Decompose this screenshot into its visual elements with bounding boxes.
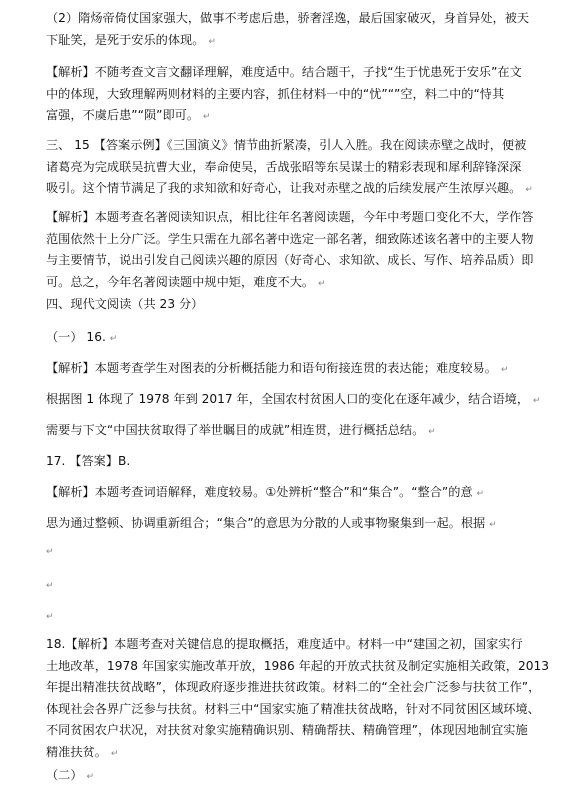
- text-line: 诸葛亮为完成联吴抗曹大业，奉命使吴，舌战张昭等东吴谋士的精彩表现和犀利辞锋深深: [46, 159, 522, 174]
- section-heading: [46, 294, 516, 316]
- text-line: 18.【解析】本题考查对关键信息的提取概括，难度适中。材料一中“建国之初，国家实行: [46, 637, 523, 651]
- paragraph-mark-icon: ↵: [46, 612, 54, 622]
- paragraph-mark-icon: ↵: [525, 185, 533, 195]
- text-line: 需要与下文“中国扶贫取得了举世瞩目的成就”相连贯，进行概括总结。: [46, 423, 425, 437]
- text-line: 【解析】本题考查词语解释，难度较易。①处辨析“整合”和“集合”。“整合”的意: [46, 485, 473, 499]
- paragraph-mark-icon: ↵: [428, 427, 436, 437]
- paragraph-mark-icon: ↵: [489, 520, 497, 530]
- answer-paragraph: [46, 8, 530, 53]
- answer-paragraph: [46, 135, 533, 202]
- subsection-heading: [46, 765, 516, 789]
- paragraph-mark-icon: ↵: [208, 36, 216, 47]
- text-line: （2）隋炀帝倚仗国家强大，做事不考虑后患，骄奢淫逸，最后国家破灭，身首异处，被天: [46, 11, 530, 25]
- paragraph-mark-icon: ↵: [532, 396, 541, 406]
- text-line: 与主要情节，说出引发自己阅读兴趣的原因（好奇心、求知欲、成长、写作、培养品质）即: [46, 253, 534, 267]
- text-line: 体现社会各界广泛参与扶贫。材料三中“国家实施了精准扶贫战略，针对不同贫困区域环境、: [46, 701, 540, 716]
- text-line: （二）: [46, 768, 83, 782]
- analysis-paragraph: [46, 634, 549, 765]
- text-line: 思为通过整顿、协调重新组合；“集合”的意思为分散的人或事物聚集到一起。根据: [46, 516, 486, 530]
- text-line: 范围依然十上分广泛。学生只需在九部名著中选定一部名著，细致陈述该名著中的主要人物: [46, 231, 534, 246]
- body-paragraph: [46, 420, 516, 444]
- text-line: 【解析】不随考查文言文翻译理解，难度适中。结合题干，子找“生于忧患死于安乐”在文: [46, 65, 522, 79]
- text-line: 根据图 1 体现了 1978 年到 2017 年，全国农村贫困人口的变化在逐年减少，结合语境，: [46, 392, 530, 406]
- answer-paragraph: [46, 451, 516, 473]
- text-line: 【解析】本题考查学生对图表的分析概括能力和语句衔接连贯的表达能；难度较易。: [46, 361, 497, 375]
- paragraph-mark-icon: ↵: [202, 112, 211, 122]
- paragraph-mark-icon: ↵: [109, 334, 118, 344]
- text-line: 17. 【答案】B.: [46, 454, 131, 468]
- paragraph-mark-icon: ↵: [500, 365, 509, 375]
- text-line: 土地改革，1978 年国家实施改革开放，1986 年起的开放式扶贫及制定实施相关政策，2013: [46, 658, 549, 673]
- text-line: 四、现代文阅读（共 23 分）: [46, 297, 204, 311]
- analysis-paragraph: [46, 358, 516, 382]
- analysis-paragraph: [46, 62, 522, 129]
- paragraph-mark-icon: ↵: [318, 278, 326, 289]
- subsection-heading: [46, 327, 516, 351]
- analysis-paragraph: [46, 482, 516, 506]
- paragraph-mark-icon: ↵: [46, 581, 54, 591]
- paragraph-mark-icon: ↵: [86, 772, 94, 782]
- text-line: 下耻笑，是死于安乐的体现。: [46, 32, 205, 47]
- paragraph-mark-icon: ↵: [110, 748, 119, 759]
- text-line: 年提出精准扶贫战略”，体现政府逐步推进扶贫政策。材料二的“全社会广泛参与扶贫工作”，: [46, 680, 541, 694]
- body-paragraph: [46, 513, 516, 537]
- text-line: 中的体现，大致理解两则材料的主要内容，抓住材料一中的“忧”“”空，料二中的“恃其: [46, 86, 505, 101]
- text-line: 精准扶贫。: [46, 744, 107, 759]
- text-line: 不同贫困农户状况，对扶贫对象实施精确识别、精确帮扶、精确管理”，体现因地制宜实施: [46, 723, 528, 737]
- analysis-paragraph: [46, 207, 534, 295]
- text-line: 三、 15 【答案示例】《三国演义》情节曲折紧凑，引人入胜。我在阅读赤壁之战时，便被: [46, 138, 527, 152]
- text-line: 可。总之，今年名著阅读题中规中矩，难度不大。: [46, 274, 315, 289]
- text-line: （一） 16.: [46, 330, 106, 344]
- text-line: 吸引。这个情节满足了我的求知欲和好奇心，让我对赤壁之战的后续发展产生浓厚兴趣。: [46, 181, 522, 195]
- text-line: 【解析】本题考查名著阅读知识点，相比往年名著阅读题，今年中考题口变化不大，学作答: [46, 210, 534, 224]
- paragraph-mark-icon: ↵: [476, 489, 485, 499]
- text-line: 富强，不虞后患”“陨”即可。: [46, 108, 200, 122]
- paragraph-mark-icon: ↵: [46, 547, 54, 557]
- body-paragraph: [46, 389, 541, 413]
